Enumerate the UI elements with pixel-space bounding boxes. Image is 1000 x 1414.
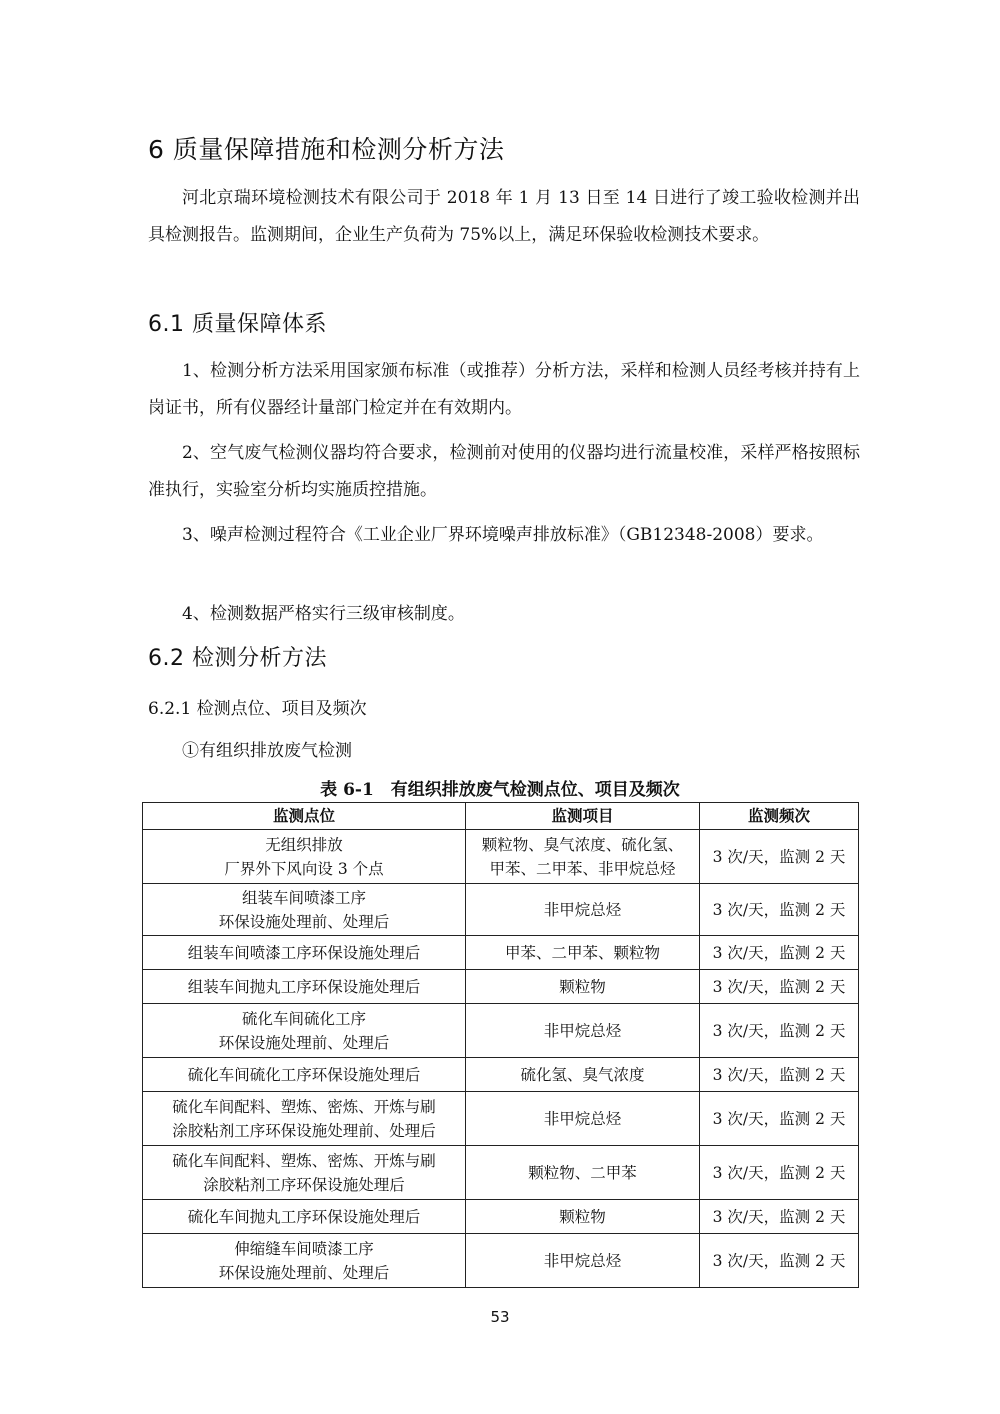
sub-item-organized-emission: ①有组织排放废气检测 [182,741,352,761]
location-cell [143,1092,466,1146]
location-cell [143,1146,466,1200]
frequency-cell: 3 次/天，监测 2 天 [700,1058,859,1092]
location-line: 无组织排放 [265,835,343,854]
location-line: 涂胶粘剂工序环保设施处理前、处理后 [172,1121,436,1140]
table-row [143,936,859,970]
frequency-cell: 3 次/天，监测 2 天 [700,1200,859,1234]
item-cell: 非甲烷总烃 [466,1234,700,1288]
location-line: 环保设施处理前、处理后 [218,912,390,931]
subsection-heading-6-2-1: 6.2.1 检测点位、项目及频次 [148,699,367,719]
table-row [143,1004,859,1058]
location-line: 硫化车间配料、塑炼、密炼、开炼与刷 [172,1097,436,1116]
location-cell [143,1234,466,1288]
monitoring-table [142,802,859,1288]
location-cell: 硫化车间硫化工序环保设施处理后 [143,1058,466,1092]
location-cell [143,884,466,936]
table-row [143,1234,859,1288]
frequency-cell: 3 次/天，监测 2 天 [700,884,859,936]
item-cell: 甲苯、二甲苯、颗粒物 [466,936,700,970]
table-row [143,884,859,936]
item-line: 甲苯、二甲苯、非甲烷总烃 [489,859,676,878]
page-number: 53 [490,1308,510,1326]
location-line: 环保设施处理前、处理后 [218,1263,390,1282]
frequency-cell: 3 次/天，监测 2 天 [700,830,859,884]
table-row [143,970,859,1004]
quality-item-4: 4、检测数据严格实行三级审核制度。 [182,604,465,624]
table-caption: 表 6-1 有组织排放废气检测点位、项目及频次 [320,780,680,800]
frequency-cell: 3 次/天，监测 2 天 [700,1146,859,1200]
item-cell: 颗粒物 [466,970,700,1004]
section-heading-6-2: 6.2 检测分析方法 [148,646,327,671]
location-line: 硫化车间硫化工序 [241,1009,366,1028]
location-line: 硫化车间配料、塑炼、密炼、开炼与刷 [172,1151,436,1170]
item-cell: 硫化氢、臭气浓度 [466,1058,700,1092]
frequency-cell: 3 次/天，监测 2 天 [700,1092,859,1146]
location-line: 组装车间喷漆工序 [241,888,366,907]
header-location: 监测点位 [143,803,466,830]
item-line: 颗粒物、臭气浓度、硫化氢、 [481,835,684,854]
location-cell: 组装车间抛丸工序环保设施处理后 [143,970,466,1004]
item-cell: 非甲烷总烃 [466,1092,700,1146]
table-row [143,1058,859,1092]
frequency-cell: 3 次/天，监测 2 天 [700,970,859,1004]
section-heading-6: 6 质量保障措施和检测分析方法 [148,135,505,164]
table-row [143,1146,859,1200]
location-cell: 硫化车间抛丸工序环保设施处理后 [143,1200,466,1234]
table-row [143,1200,859,1234]
quality-item-3: 3、噪声检测过程符合《工业企业厂界环境噪声排放标准》（GB12348-2008）要求。 [182,525,824,545]
location-line: 环保设施处理前、处理后 [218,1033,390,1052]
quality-item-2: 2、空气废气检测仪器均符合要求，检测前对使用的仪器均进行流量校准，采样严格按照标准执行，实验室分析均实施质控措施。 [148,443,860,500]
location-line: 厂界外下风向设 3 个点 [224,859,384,878]
section-heading-6-1: 6.1 质量保障体系 [148,312,327,337]
frequency-cell: 3 次/天，监测 2 天 [700,936,859,970]
quality-item-1: 1、检测分析方法采用国家颁布标准（或推荐）分析方法，采样和检测人员经考核并持有上岗证书，所有仪器经计量部门检定并在有效期内。 [148,361,860,418]
header-item: 监测项目 [466,803,700,830]
item-cell [466,830,700,884]
frequency-cell: 3 次/天，监测 2 天 [700,1234,859,1288]
item-cell: 非甲烷总烃 [466,1004,700,1058]
location-line: 伸缩缝车间喷漆工序 [234,1239,374,1258]
location-cell [143,1004,466,1058]
item-cell: 非甲烷总烃 [466,884,700,936]
table-row [143,830,859,884]
item-cell: 颗粒物、二甲苯 [466,1146,700,1200]
intro-paragraph: 河北京瑞环境检测技术有限公司于 2018 年 1 月 13 日至 14 日进行了竣工验收检测并出具检测报告。监测期间，企业生产负荷为 75%以上，满足环保验收检测技术要求。 [148,188,860,245]
header-frequency: 监测频次 [700,803,859,830]
table-header-row [143,803,859,830]
location-cell: 组装车间喷漆工序环保设施处理后 [143,936,466,970]
location-cell [143,830,466,884]
location-line: 涂胶粘剂工序环保设施处理后 [203,1175,405,1194]
table-row [143,1092,859,1146]
frequency-cell: 3 次/天，监测 2 天 [700,1004,859,1058]
item-cell: 颗粒物 [466,1200,700,1234]
